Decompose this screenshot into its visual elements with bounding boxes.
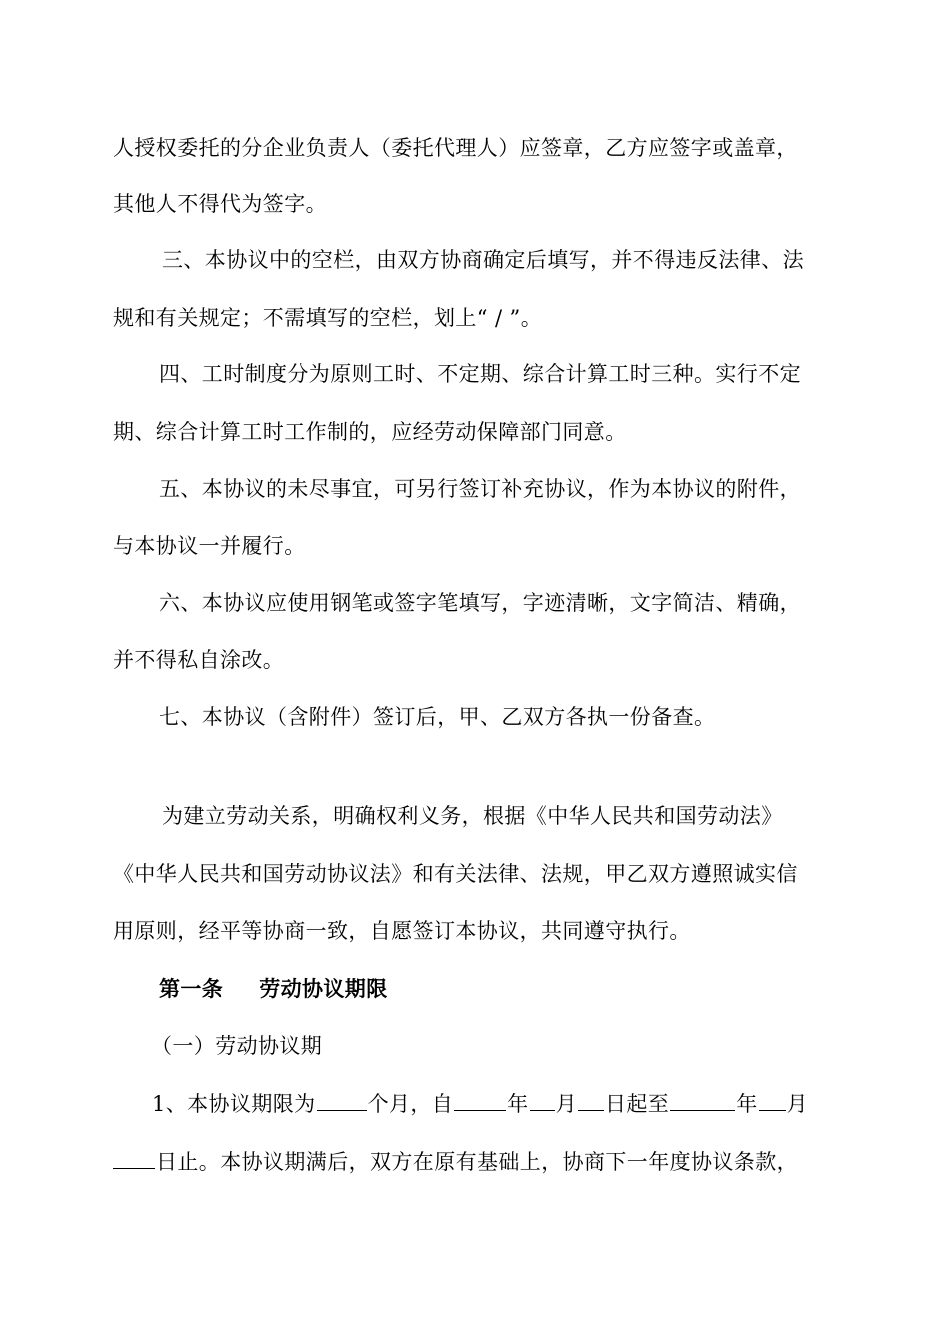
text-line: 其他人不得代为签字。 [113,192,327,216]
text-line: 五、本协议的未尽事宜，可另行签订补充协议，作为本协议的附件， [159,477,801,501]
text-line: 并不得私自涂改。 [113,648,285,672]
subsection-heading: （一）劳动协议期 [151,1034,323,1058]
text-line: 规和有关规定；不需填写的空栏，划上“ / ”。 [113,306,543,330]
blank-end-day[interactable] [113,1148,155,1169]
blank-months[interactable] [317,1090,367,1111]
blank-start-day[interactable] [578,1090,604,1111]
blank-start-year[interactable] [454,1090,506,1111]
text-line: 与本协议一并履行。 [113,534,306,558]
text-line: 四、工时制度分为原则工时、不定期、综合计算工时三种。实行不定 [159,362,801,386]
text-line: 期、综合计算工时工作制的，应经劳动保障部门同意。 [113,420,627,444]
blank-end-month[interactable] [759,1090,786,1111]
text-line: 人授权委托的分企业负责人（委托代理人）应签章，乙方应签字或盖章， [113,136,798,160]
article-title: 劳动协议期限 [259,976,388,1001]
text-line: 六、本协议应使用钢笔或签字笔填写，字迹清晰，文字简洁、精确， [159,591,801,615]
article-number: 第一条 [159,976,224,1001]
blank-end-year[interactable] [670,1090,735,1111]
text-line: 三、本协议中的空栏，由双方协商确定后填写，并不得违反法律、法 [162,248,804,272]
text-line: 《中华人民共和国劳动协议法》和有关法律、法规，甲乙双方遵照诚实信 [113,862,798,886]
text-line: 为建立劳动关系，明确权利义务，根据《中华人民共和国劳动法》 [162,804,783,828]
clause-line: 1、本协议期限为 个月，自 年 月 日起至 年 月 [152,1092,808,1116]
text-line: 用原则，经平等协商一致，自愿签订本协议，共同遵守执行。 [113,919,691,943]
clause-line: 日止。本协议期满后，双方在原有基础上，协商下一年度协议条款， [113,1148,798,1176]
article-heading [159,975,388,1003]
blank-start-month[interactable] [530,1090,555,1111]
text-line: 七、本协议（含附件）签订后，甲、乙双方各执一份备查。 [159,705,716,729]
